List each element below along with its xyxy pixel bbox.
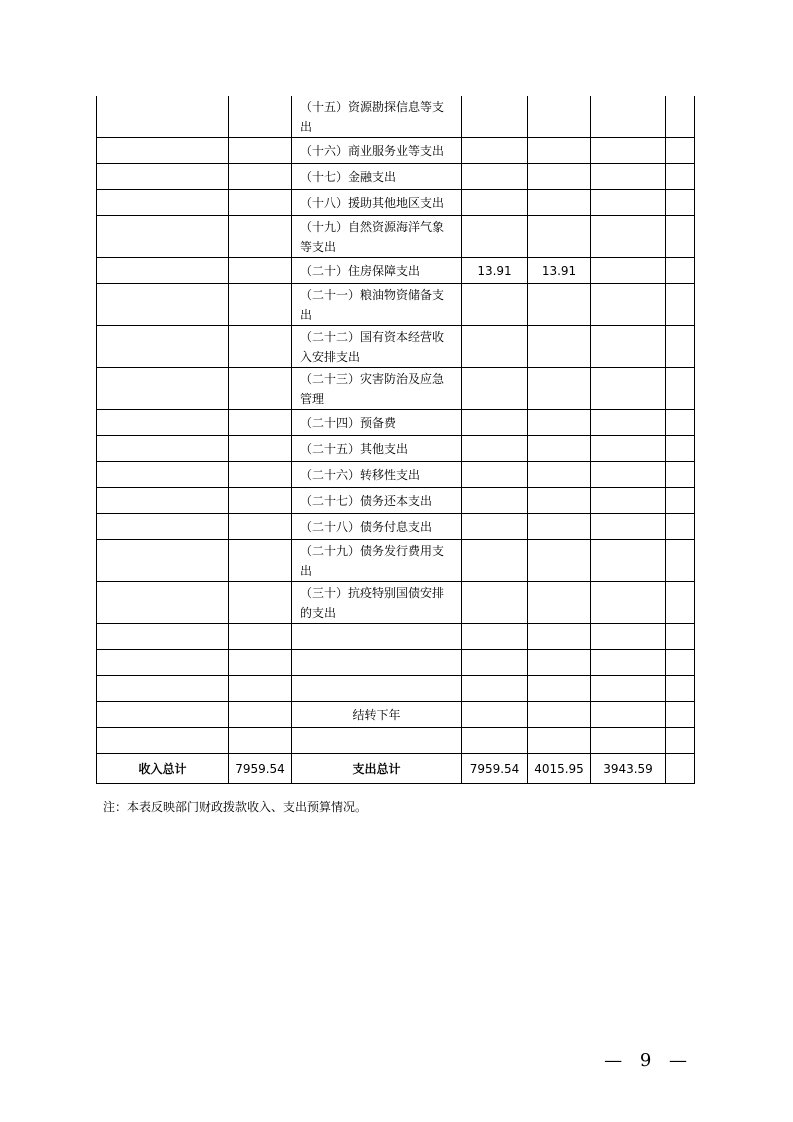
income-item-cell xyxy=(97,462,229,488)
empty-cell xyxy=(666,368,695,410)
empty-cell xyxy=(666,462,695,488)
income-amount-cell xyxy=(229,624,292,650)
table-row xyxy=(97,540,695,582)
income-item-cell xyxy=(97,96,229,138)
income-amount-cell xyxy=(229,164,292,190)
income-item-cell xyxy=(97,216,229,258)
expense-item-cell: （二十三）灾害防治及应急管理 xyxy=(292,368,462,410)
expense-col5-cell xyxy=(528,624,591,650)
empty-cell xyxy=(666,410,695,436)
expense-total-cell xyxy=(462,462,528,488)
income-amount-cell xyxy=(229,702,292,728)
income-item-cell xyxy=(97,582,229,624)
empty-cell xyxy=(666,164,695,190)
expense-item-cell: （十五）资源勘探信息等支出 xyxy=(292,96,462,138)
expense-col5-cell xyxy=(528,164,591,190)
empty-cell xyxy=(666,624,695,650)
table-row xyxy=(97,728,695,754)
income-item-cell xyxy=(97,436,229,462)
empty-cell xyxy=(666,258,695,284)
table-row xyxy=(97,462,695,488)
expense-item-cell xyxy=(292,624,462,650)
page-number: — 9 — xyxy=(604,1050,693,1071)
expense-col6-cell xyxy=(591,190,666,216)
income-amount-cell xyxy=(229,436,292,462)
income-amount-cell xyxy=(229,258,292,284)
expense-item-cell xyxy=(292,728,462,754)
expense-item-cell: （二十）住房保障支出 xyxy=(292,258,462,284)
expense-total-cell xyxy=(462,582,528,624)
table-row xyxy=(97,582,695,624)
expense-col6-cell xyxy=(591,138,666,164)
expense-col5-cell xyxy=(528,410,591,436)
table-note: 注：本表反映部门财政拨款收入、支出预算情况。 xyxy=(103,800,368,814)
income-total-value: 7959.54 xyxy=(229,754,292,784)
expense-item-cell: （三十）抗疫特别国债安排的支出 xyxy=(292,582,462,624)
expense-item-cell: （十六）商业服务业等支出 xyxy=(292,138,462,164)
income-item-cell xyxy=(97,676,229,702)
expense-total-col6: 3943.59 xyxy=(591,754,666,784)
empty-cell xyxy=(666,676,695,702)
expense-item-cell: （十七）金融支出 xyxy=(292,164,462,190)
table-row xyxy=(97,624,695,650)
expense-col5-cell xyxy=(528,216,591,258)
expense-col5-cell xyxy=(528,326,591,368)
income-amount-cell xyxy=(229,284,292,326)
empty-cell xyxy=(666,190,695,216)
expense-total-label: 支出总计 xyxy=(292,754,462,784)
expense-col5-cell xyxy=(528,582,591,624)
expense-col5-cell xyxy=(528,190,591,216)
expense-col6-cell xyxy=(591,676,666,702)
expense-col6-cell xyxy=(591,368,666,410)
empty-cell xyxy=(666,326,695,368)
income-amount-cell xyxy=(229,540,292,582)
expense-total-cell xyxy=(462,138,528,164)
expense-total-cell xyxy=(462,410,528,436)
empty-cell xyxy=(666,728,695,754)
table-row xyxy=(97,488,695,514)
expense-col6-cell xyxy=(591,462,666,488)
table-row xyxy=(97,326,695,368)
expense-col5-cell: 13.91 xyxy=(528,258,591,284)
table-row xyxy=(97,138,695,164)
expense-col5-cell xyxy=(528,728,591,754)
income-amount-cell xyxy=(229,650,292,676)
income-item-cell xyxy=(97,138,229,164)
empty-cell xyxy=(666,540,695,582)
table-row xyxy=(97,368,695,410)
expense-item-cell: （二十六）转移性支出 xyxy=(292,462,462,488)
expense-total-cell xyxy=(462,216,528,258)
income-amount-cell xyxy=(229,514,292,540)
expense-item-cell xyxy=(292,650,462,676)
expense-col6-cell xyxy=(591,540,666,582)
total-row xyxy=(97,754,695,784)
income-amount-cell xyxy=(229,728,292,754)
expense-total-cell xyxy=(462,368,528,410)
expense-total-cell xyxy=(462,728,528,754)
expense-item-cell xyxy=(292,676,462,702)
empty-cell xyxy=(666,138,695,164)
empty-cell xyxy=(666,488,695,514)
empty-cell xyxy=(666,514,695,540)
empty-cell xyxy=(666,582,695,624)
table-row xyxy=(97,676,695,702)
table-body xyxy=(97,96,695,754)
table-row xyxy=(97,216,695,258)
expense-total-cell xyxy=(462,436,528,462)
empty-cell xyxy=(666,96,695,138)
expense-col6-cell xyxy=(591,582,666,624)
income-item-cell xyxy=(97,326,229,368)
income-amount-cell xyxy=(229,216,292,258)
expense-total-cell xyxy=(462,624,528,650)
expense-col6-cell xyxy=(591,410,666,436)
income-amount-cell xyxy=(229,582,292,624)
table-row xyxy=(97,436,695,462)
budget-table xyxy=(96,96,695,784)
expense-col5-cell xyxy=(528,96,591,138)
expense-total-cell xyxy=(462,702,528,728)
empty-cell xyxy=(666,702,695,728)
expense-col6-cell xyxy=(591,96,666,138)
table-row xyxy=(97,284,695,326)
expense-total-value: 7959.54 xyxy=(462,754,528,784)
table-row xyxy=(97,258,695,284)
expense-col6-cell xyxy=(591,488,666,514)
expense-total-col5: 4015.95 xyxy=(528,754,591,784)
expense-col6-cell xyxy=(591,514,666,540)
income-item-cell xyxy=(97,624,229,650)
empty-cell xyxy=(666,754,695,784)
expense-col6-cell xyxy=(591,216,666,258)
income-amount-cell xyxy=(229,326,292,368)
expense-total-cell xyxy=(462,284,528,326)
income-amount-cell xyxy=(229,138,292,164)
expense-col6-cell xyxy=(591,728,666,754)
expense-total-cell xyxy=(462,190,528,216)
table-row xyxy=(97,96,695,138)
expense-col5-cell xyxy=(528,462,591,488)
income-amount-cell xyxy=(229,368,292,410)
income-amount-cell xyxy=(229,190,292,216)
table-row xyxy=(97,410,695,436)
empty-cell xyxy=(666,436,695,462)
expense-total-cell xyxy=(462,96,528,138)
income-item-cell xyxy=(97,728,229,754)
expense-col5-cell xyxy=(528,488,591,514)
income-item-cell xyxy=(97,650,229,676)
expense-item-cell: （二十九）债务发行费用支出 xyxy=(292,540,462,582)
expense-col5-cell xyxy=(528,650,591,676)
table-row xyxy=(97,164,695,190)
expense-total-cell xyxy=(462,326,528,368)
income-item-cell xyxy=(97,190,229,216)
income-item-cell xyxy=(97,164,229,190)
expense-item-cell: （十九）自然资源海洋气象等支出 xyxy=(292,216,462,258)
income-amount-cell xyxy=(229,410,292,436)
expense-col5-cell xyxy=(528,702,591,728)
empty-cell xyxy=(666,650,695,676)
expense-item-cell: （二十四）预备费 xyxy=(292,410,462,436)
expense-col6-cell xyxy=(591,624,666,650)
expense-total-cell xyxy=(462,488,528,514)
expense-col5-cell xyxy=(528,540,591,582)
expense-col6-cell xyxy=(591,326,666,368)
table-row xyxy=(97,190,695,216)
income-item-cell xyxy=(97,410,229,436)
expense-col5-cell xyxy=(528,368,591,410)
table-row xyxy=(97,514,695,540)
income-amount-cell xyxy=(229,676,292,702)
expense-col6-cell xyxy=(591,650,666,676)
expense-col5-cell xyxy=(528,436,591,462)
expense-item-cell: （二十七）债务还本支出 xyxy=(292,488,462,514)
table-row xyxy=(97,702,695,728)
income-total-label: 收入总计 xyxy=(97,754,229,784)
expense-col5-cell xyxy=(528,284,591,326)
income-item-cell xyxy=(97,368,229,410)
expense-item-cell: （二十一）粮油物资储备支出 xyxy=(292,284,462,326)
income-item-cell xyxy=(97,702,229,728)
income-item-cell xyxy=(97,284,229,326)
expense-col5-cell xyxy=(528,514,591,540)
expense-col6-cell xyxy=(591,164,666,190)
income-amount-cell xyxy=(229,96,292,138)
income-amount-cell xyxy=(229,462,292,488)
expense-item-cell: 结转下年 xyxy=(292,702,462,728)
income-item-cell xyxy=(97,540,229,582)
expense-total-cell: 13.91 xyxy=(462,258,528,284)
expense-total-cell xyxy=(462,650,528,676)
expense-item-cell: （二十五）其他支出 xyxy=(292,436,462,462)
expense-item-cell: （十八）援助其他地区支出 xyxy=(292,190,462,216)
income-amount-cell xyxy=(229,488,292,514)
expense-item-cell: （二十二）国有资本经营收入安排支出 xyxy=(292,326,462,368)
expense-col6-cell xyxy=(591,436,666,462)
table-row xyxy=(97,650,695,676)
expense-col6-cell xyxy=(591,702,666,728)
expense-col6-cell xyxy=(591,258,666,284)
expense-col5-cell xyxy=(528,676,591,702)
expense-col5-cell xyxy=(528,138,591,164)
expense-total-cell xyxy=(462,514,528,540)
income-item-cell xyxy=(97,488,229,514)
empty-cell xyxy=(666,284,695,326)
expense-col6-cell xyxy=(591,284,666,326)
expense-item-cell: （二十八）债务付息支出 xyxy=(292,514,462,540)
income-item-cell xyxy=(97,514,229,540)
expense-total-cell xyxy=(462,164,528,190)
expense-total-cell xyxy=(462,540,528,582)
empty-cell xyxy=(666,216,695,258)
expense-total-cell xyxy=(462,676,528,702)
income-item-cell xyxy=(97,258,229,284)
